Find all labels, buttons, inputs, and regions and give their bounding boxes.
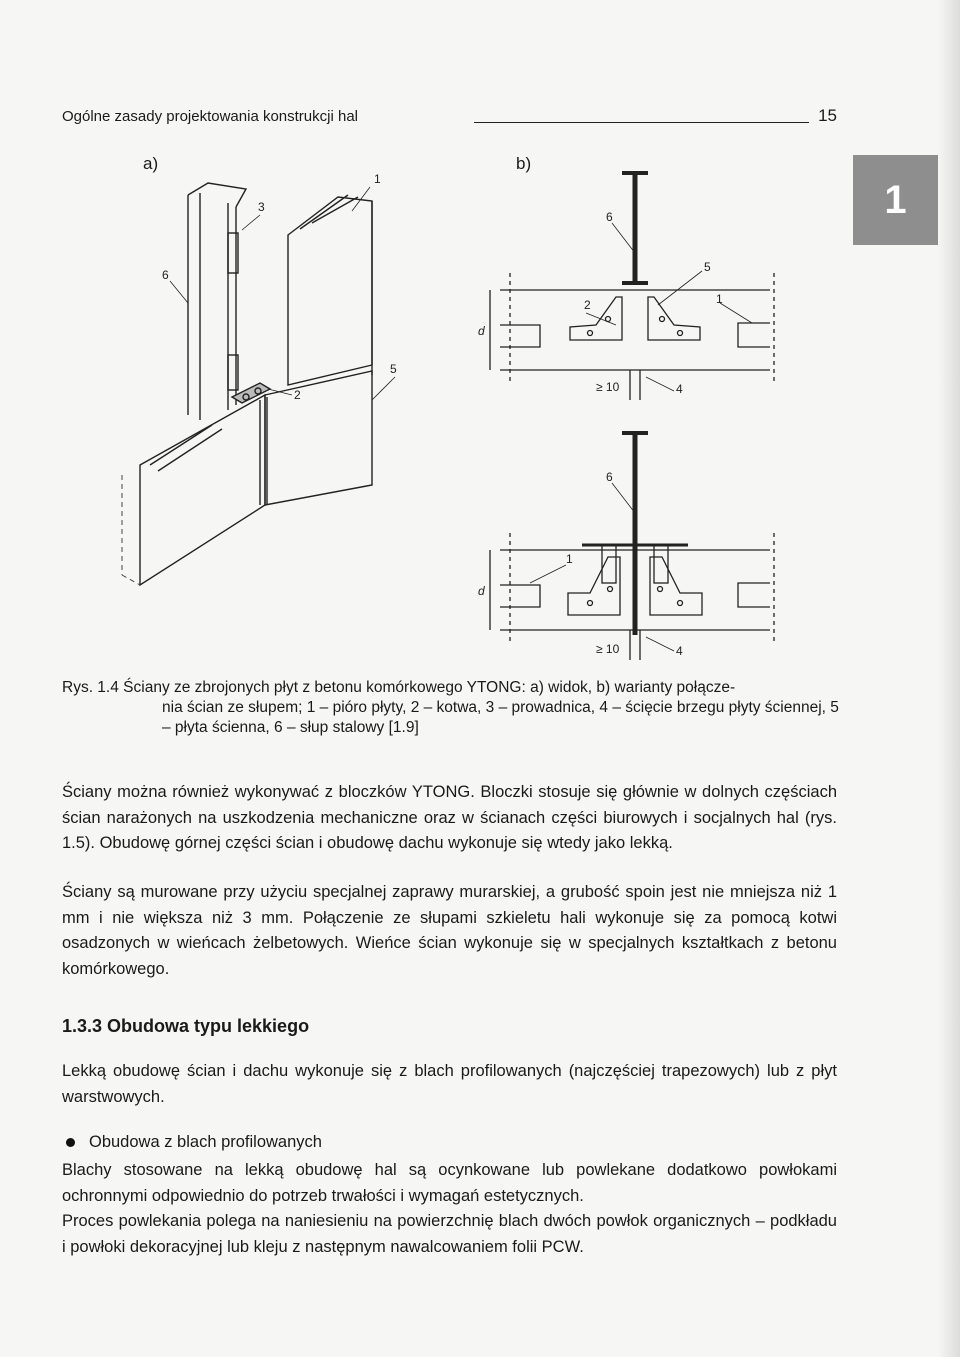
- bullet-item: [62, 1133, 322, 1152]
- callout-b1-6: 6: [606, 210, 613, 224]
- callout-b1-gap: ≥ 10: [596, 380, 620, 394]
- paragraph-4: Proces powlekania polega na naniesieniu na powierzchnię blach dwóch powłok organicznych – podkładu i powłoki dekoracyjnej lub kleju z następnym nawalcowaniem folii PCW.: [62, 1212, 837, 1256]
- paragraph-2: Ściany są murowane przy użyciu specjalnej zaprawy murarskiej, a grubość spoin jest nie mniejsza niż 1 mm i nie większa niż 3 mm. Połączenie ze słupami szkieletu hali wykonuje się za pomocą kotwi osadzonych w wieńcach żelbetowych. Wieńce ścian wykonuje się w specjalnych kształtkach z betonu komórkowego.: [62, 883, 837, 978]
- callout-b1-5: 5: [704, 260, 711, 274]
- page-edge-shadow: [938, 0, 960, 1357]
- caption-line-1: Ściany ze zbrojonych płyt z betonu komórkowego YTONG: a) widok, b) warianty połącze-: [118, 679, 736, 696]
- caption-rest: nia ścian ze słupem; 1 – pióro płyty, 2 – kotwa, 3 – prowadnica, 4 – ścięcie brzegu płyty ściennej, 5 – płyta ścienna, 6 – słup stalowy [1.9]: [162, 699, 839, 736]
- figure-a-wall-view: [110, 172, 430, 615]
- callout-b1-1: 1: [716, 292, 723, 306]
- paragraph-3: Blachy stosowane na lekką obudowę hal są ocynkowane lub powlekane dodatkowo powłokami ochronnymi odpowiednio do potrzeb trwałości i wymagań estetycznych.: [62, 1161, 837, 1205]
- callout-b1-4: 4: [676, 382, 683, 396]
- callout-b1-d: d: [478, 324, 485, 338]
- figure-b-top-variant: [470, 165, 790, 400]
- caption-prefix: Rys. 1.4: [62, 679, 119, 696]
- intro-paragraph: Lekką obudowę ścian i dachu wykonuje się z blach profilowanych (najczęściej trapezowych) lub z płyt warstwowych.: [62, 1062, 837, 1106]
- bullet-icon: [66, 1138, 75, 1147]
- callout-b2-4: 4: [676, 644, 683, 658]
- figure-caption: [62, 678, 842, 738]
- callout-b1-2: 2: [584, 298, 591, 312]
- page-number: 15: [818, 106, 837, 125]
- callout-b2-6: 6: [606, 470, 613, 484]
- chapter-tab: 1: [853, 155, 938, 245]
- callout-b2-1: 1: [566, 552, 573, 566]
- header-rule: [474, 122, 809, 123]
- callout-a-1: 1: [374, 172, 381, 186]
- running-header: [62, 108, 837, 128]
- callout-a-2: 2: [294, 388, 301, 402]
- callout-a-5: 5: [390, 362, 397, 376]
- figure-b-bottom-variant: [470, 425, 790, 665]
- callout-a-6: 6: [162, 268, 169, 282]
- paragraph-1: Ściany można również wykonywać z bloczków YTONG. Bloczki stosuje się głównie w dolnych częściach ścian narażonych na uszkodzenia mechaniczne oraz w ścianach części biurowych i socjalnych hal (rys. 1.5). Obudowę górnej części ścian i obudowę dachu wykonuje się wtedy jako lekką.: [62, 783, 837, 852]
- callout-a-3: 3: [258, 200, 265, 214]
- callout-b2-d: d: [478, 584, 485, 598]
- callout-b2-gap: ≥ 10: [596, 642, 620, 656]
- figure-label-b: b): [516, 154, 532, 173]
- section-heading: 1.3.3 Obudowa typu lekkiego: [62, 1016, 310, 1036]
- header-title: Ogólne zasady projektowania konstrukcji hal: [62, 108, 358, 125]
- figure-label-a: a): [143, 154, 159, 173]
- bullet-label: Obudowa z blach profilowanych: [89, 1133, 322, 1151]
